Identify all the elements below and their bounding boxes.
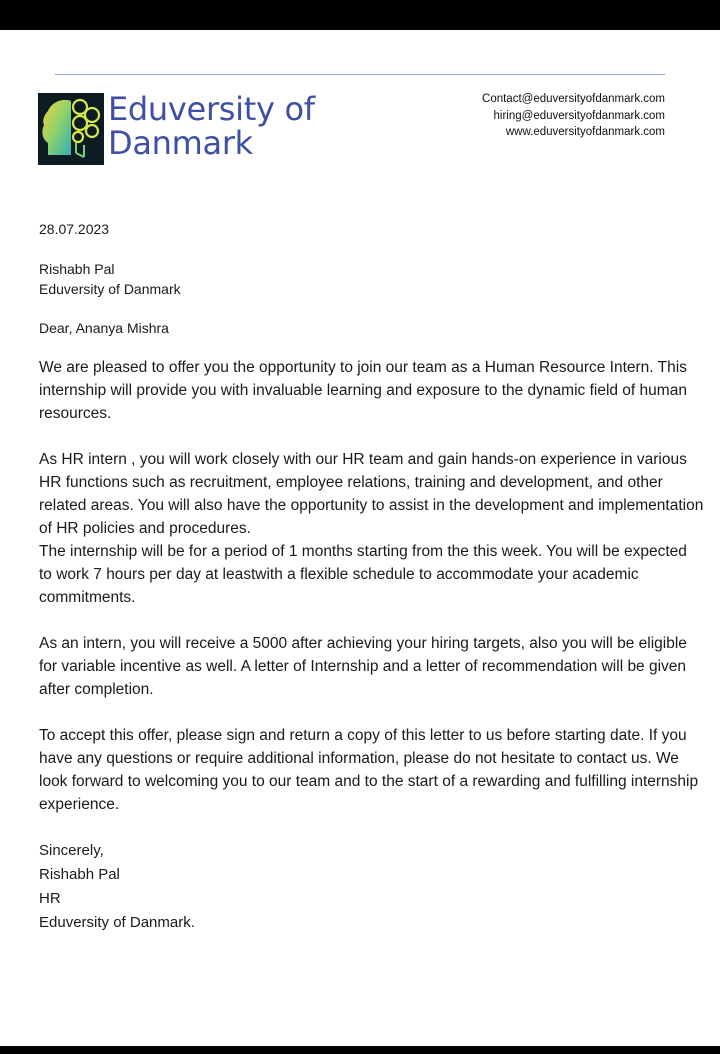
contact-block [482, 91, 665, 141]
sender-organization: Eduversity of Danmark [39, 281, 181, 297]
paragraph-intro: We are pleased to offer you the opportunity to join our team as a Human Resource Intern. This internship will provide you with invaluable learning and exposure to the dynamic field of human resources. [39, 359, 687, 422]
paragraph-compensation: As an intern, you will receive a 5000 after achieving your hiring targets, also you will be eligible for variable incentive as well. A letter of Internship and a letter of recommendation will be given after completion. [39, 635, 687, 698]
paragraph-schedule: The internship will be for a period of 1 months starting from the this week. You will be expected to work 7 hours per day at leastwith a flexible schedule to accommodate your academic commitments. [39, 543, 687, 606]
sender-name: Rishabh Pal [39, 261, 115, 277]
organization-name-line1: Eduversity of [108, 90, 315, 128]
signature-name: Rishabh Pal [39, 866, 120, 883]
sender-address [39, 259, 704, 299]
signature-title: HR [39, 890, 61, 907]
contact-email: Contact@eduversityofdanmark.com [482, 93, 665, 105]
paragraph-acceptance: To accept this offer, please sign and return a copy of this letter to us before starting date. If you have any questions or require additional information, please do not hesitate to contact us. We look forward to welcoming you to our team and to the start of a rewarding and fulfilling internship experience. [39, 727, 699, 813]
letter-body [39, 219, 704, 935]
letter-page [0, 30, 720, 1046]
letter-date: 28.07.2023 [39, 221, 110, 237]
head-brain-icon [38, 93, 104, 165]
closing-salutation: Sincerely, [39, 842, 104, 859]
greeting: Dear, Ananya Mishra [39, 320, 169, 336]
organization-name-line2: Danmark [108, 124, 253, 162]
signature-block [39, 839, 704, 935]
organization-name [108, 92, 315, 160]
hiring-email: hiring@eduversityofdanmark.com [493, 109, 665, 122]
website-url: www.eduversityofdanmark.com [505, 126, 665, 138]
header-divider [55, 74, 665, 75]
paragraph-duties: As HR intern , you will work closely with our HR team and gain hands-on experience in various HR functions such as recruitment, employee relations, training and development, and other related areas. You will also have the opportunity to assist in the development and implementation of HR policies and procedures. [39, 451, 704, 537]
signature-organization: Eduversity of Danmark. [39, 914, 195, 931]
